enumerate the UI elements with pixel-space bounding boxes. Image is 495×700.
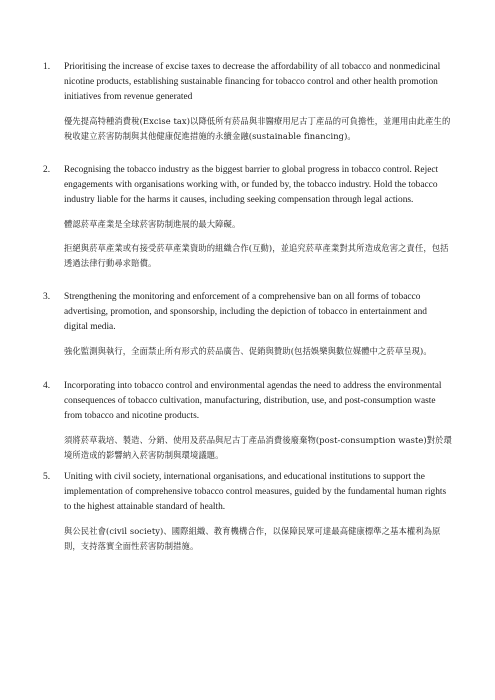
list-item-2	[43, 163, 453, 271]
chinese-paragraph: 與公民社會(civil society)、國際組織、教育機構合作，以保障民眾可達最高健康標準之基本權利為原則，支持落實全面性菸害防制措施。	[64, 526, 441, 551]
item-number: 4.	[43, 381, 51, 391]
list-item-5	[43, 470, 453, 554]
chinese-paragraph: 體認菸草產業是全球菸害防制進展的最大障礙。	[64, 219, 241, 229]
list-item-4	[43, 379, 453, 463]
item-number: 2.	[43, 165, 51, 175]
english-paragraph: Incorporating into tobacco control and environmental agendas the need to address the environmental consequences of tobacco cultivation, manufacturing, distribution, use, and post-consumption waste from tobacco and nicotine products.	[64, 381, 442, 421]
chinese-paragraph: 拒絕與菸草產業或有接受菸草產業資助的組織合作(互動)，並追究菸草產業對其所造成危害之責任，包括透過法律行動尋求賠償。	[64, 243, 449, 268]
chinese-paragraph: 須將菸草栽培、製造、分銷、使用及菸品與尼古丁產品消費後廢棄物(post-consumption waste)對於環境所造成的影響納入菸害防制與環境議題。	[64, 435, 452, 460]
english-paragraph: Recognising the tobacco industry as the biggest barrier to global progress in tobacco control. Reject engagements with organisations working with, or funded by, the tobacco industry. Hold the tobacco industry liable for the harms it causes, including seeking compensation through legal actions.	[64, 165, 439, 205]
item-number: 1.	[43, 62, 51, 72]
item-number: 3.	[43, 292, 51, 302]
item-number: 5.	[43, 472, 51, 482]
chinese-paragraph: 強化監測與執行，全面禁止所有形式的菸品廣告、促銷與贊助(包括娛樂與數位媒體中之菸草呈現)。	[64, 346, 432, 356]
english-paragraph: Strengthening the monitoring and enforcement of a comprehensive ban on all forms of tobacco advertising, promotion, and sponsorship, including the depiction of tobacco in entertainment and digital media.	[64, 292, 427, 332]
list-item-3	[43, 290, 453, 359]
english-paragraph: Prioritising the increase of excise taxes to decrease the affordability of all tobacco and nonmedicinal nicotine products, establishing sustainable financing for tobacco control and other health promotion initiatives from revenue generated	[64, 62, 441, 102]
list-item-1	[43, 60, 453, 144]
chinese-paragraph: 優先提高特種消費稅(Excise tax)以降低所有菸品與非醫療用尼古丁產品的可負擔性，並運用由此產生的稅收建立菸害防制與其他健康促進措施的永續金融(sustainable financing)。	[64, 116, 451, 141]
english-paragraph: Uniting with civil society, international organisations, and educational institutions to support the implementation of comprehensive tobacco control measures, guided by the fundamental human rights to the highest attainable standard of health.	[64, 472, 447, 512]
